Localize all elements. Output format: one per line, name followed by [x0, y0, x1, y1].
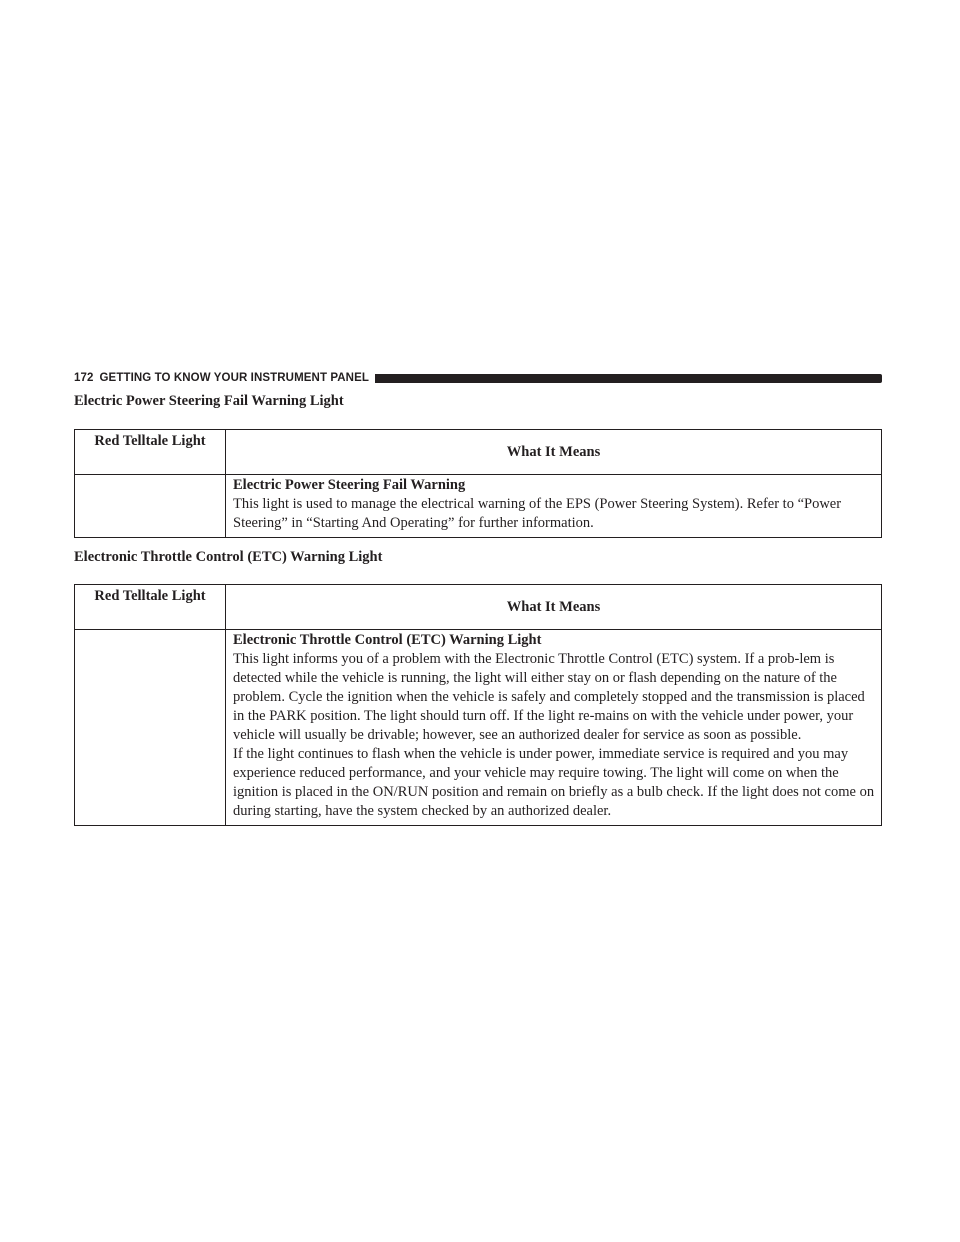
telltale-icon-cell — [75, 630, 226, 826]
telltale-icon-cell — [75, 475, 226, 538]
description-paragraph: This light is used to manage the electrical warning of the EPS (Power Steering System). Refer to “Power Steering” in “Starting And Operating” for further information. — [233, 496, 842, 531]
description-paragraph: This light informs you of a problem with the Electronic Throttle Control (ETC) system. If a prob-lem is detected while the vehicle is running, the light will either stay on or flash depending on the nature of the problem. Cycle the ignition when the vehicle is safely and completely stopped and the transmission is placed in the PARK position. The light should turn off. If the light re-mains on with the vehicle under power, your vehicle will usually be drivable; however, see an authorized dealer for service as soon as possible. — [233, 651, 865, 743]
table-row — [75, 630, 882, 826]
description-paragraph: If the light continues to flash when the vehicle is under power, immediate service is required and you may experience reduced performance, and your vehicle may require towing. The light will come on when the ignition is placed in the ON/RUN position and remain on briefly as a bulb check. If the light does not come on during starting, have the system checked by an authorized dealer. — [233, 746, 875, 819]
section-heading-etc: Electronic Throttle Control (ETC) Warning Light — [74, 549, 383, 565]
meaning-cell — [226, 630, 882, 826]
table-header-row — [75, 430, 882, 475]
telltale-table-eps — [74, 429, 882, 538]
col-header-telltale: Red Telltale Light — [75, 430, 226, 475]
meaning-cell — [226, 475, 882, 538]
table-header-row — [75, 585, 882, 630]
header-title: GETTING TO KNOW YOUR INSTRUMENT PANEL — [99, 372, 369, 384]
col-header-meaning: What It Means — [226, 585, 882, 630]
section-heading-eps: Electric Power Steering Fail Warning Light — [74, 393, 344, 409]
table-row — [75, 475, 882, 538]
col-header-meaning: What It Means — [226, 430, 882, 475]
page-number: 172 — [74, 372, 94, 384]
page-header — [74, 370, 882, 386]
col-header-telltale: Red Telltale Light — [75, 585, 226, 630]
header-rule — [375, 374, 882, 383]
row-title: Electric Power Steering Fail Warning — [233, 477, 466, 493]
telltale-table-etc — [74, 584, 882, 826]
row-title: Electronic Throttle Control (ETC) Warning Light — [233, 632, 542, 648]
